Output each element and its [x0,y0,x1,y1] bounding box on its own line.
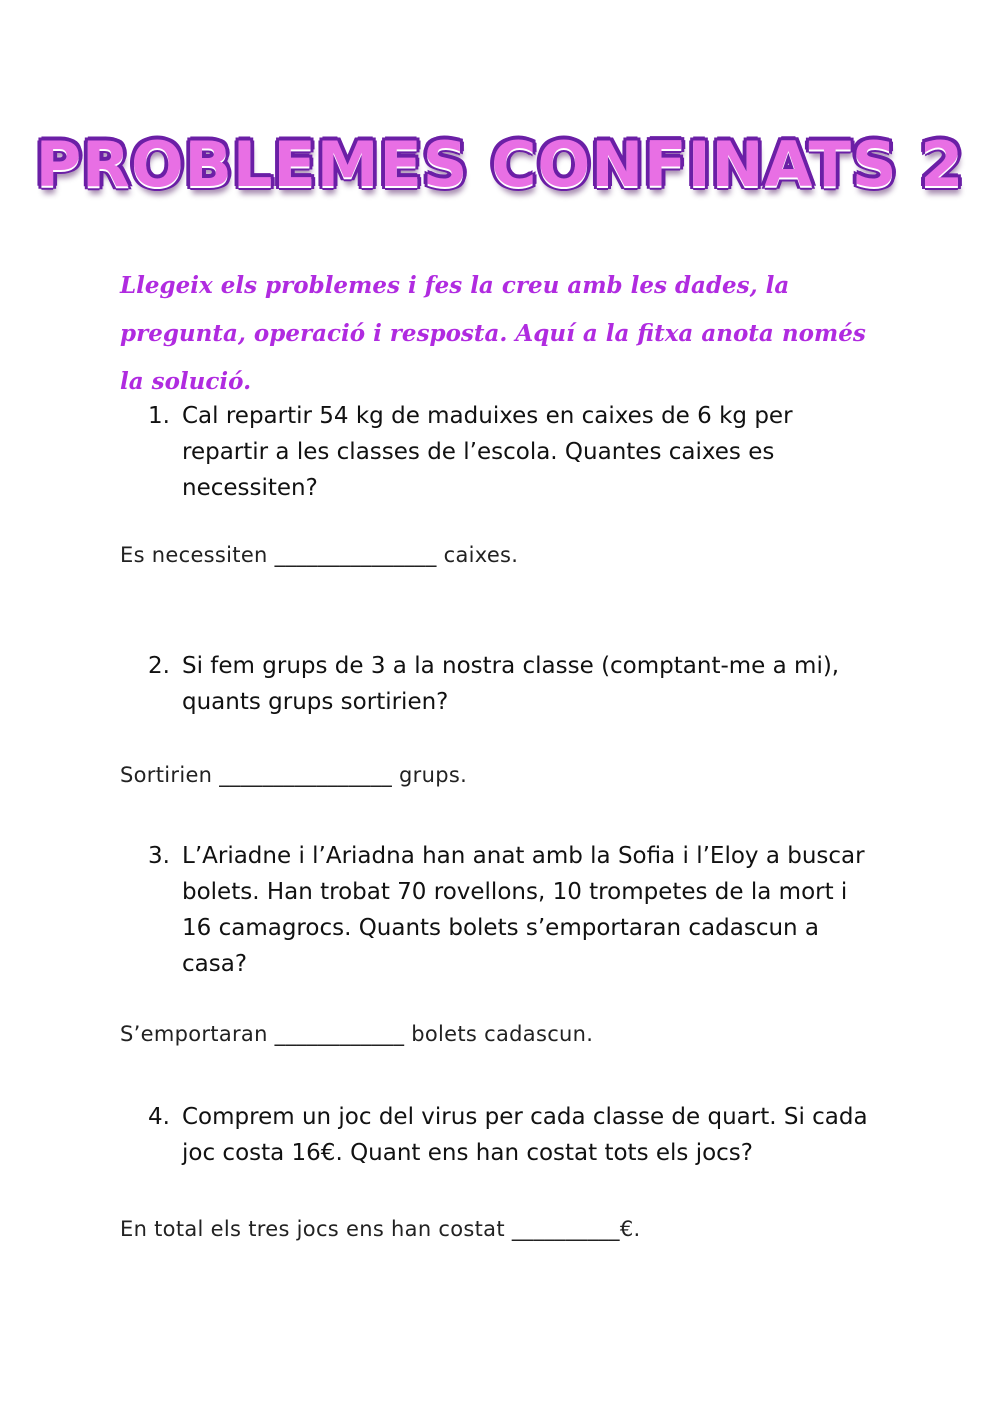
problem-2 [148,648,868,720]
problem-number: 3. [148,843,170,869]
page-title: PROBLEMES CONFINATS 2 [35,128,965,201]
problem-number: 1. [148,403,170,429]
problem-text: L’Ariadne i l’Ariadna han anat amb la Sofia i l’Eloy a buscar bolets. Han trobat 70 rovellons, 10 trompetes de la mort i 16 camagrocs. Quants bolets s’emportaran cadascun a casa? [182,843,865,977]
problem-3 [148,838,868,982]
problem-1 [148,398,868,506]
problem-number: 4. [148,1104,170,1130]
answer-line-2[interactable]: Sortirien ________________ grups. [120,763,468,787]
answer-line-4[interactable]: En total els tres jocs ens han costat __________€. [120,1217,641,1241]
answer-line-3[interactable]: S’emportaran ____________ bolets cadascun. [120,1022,594,1046]
problem-number: 2. [148,653,170,679]
problem-text: Si fem grups de 3 a la nostra classe (comptant-me a mi), quants grups sortirien? [182,653,840,715]
problem-4 [148,1099,868,1171]
instructions: Llegeix els problemes i fes la creu amb les dades, la pregunta, operació i resposta. Aquí a la fitxa anota només la solució. [120,272,866,395]
answer-line-1[interactable]: Es necessiten _______________ caixes. [120,543,519,567]
problem-text: Comprem un joc del virus per cada classe de quart. Si cada joc costa 16€. Quant ens han costat tots els jocs? [182,1104,868,1166]
problem-text: Cal repartir 54 kg de maduixes en caixes de 6 kg per repartir a les classes de l’escola. Quantes caixes es necessiten? [182,403,793,501]
